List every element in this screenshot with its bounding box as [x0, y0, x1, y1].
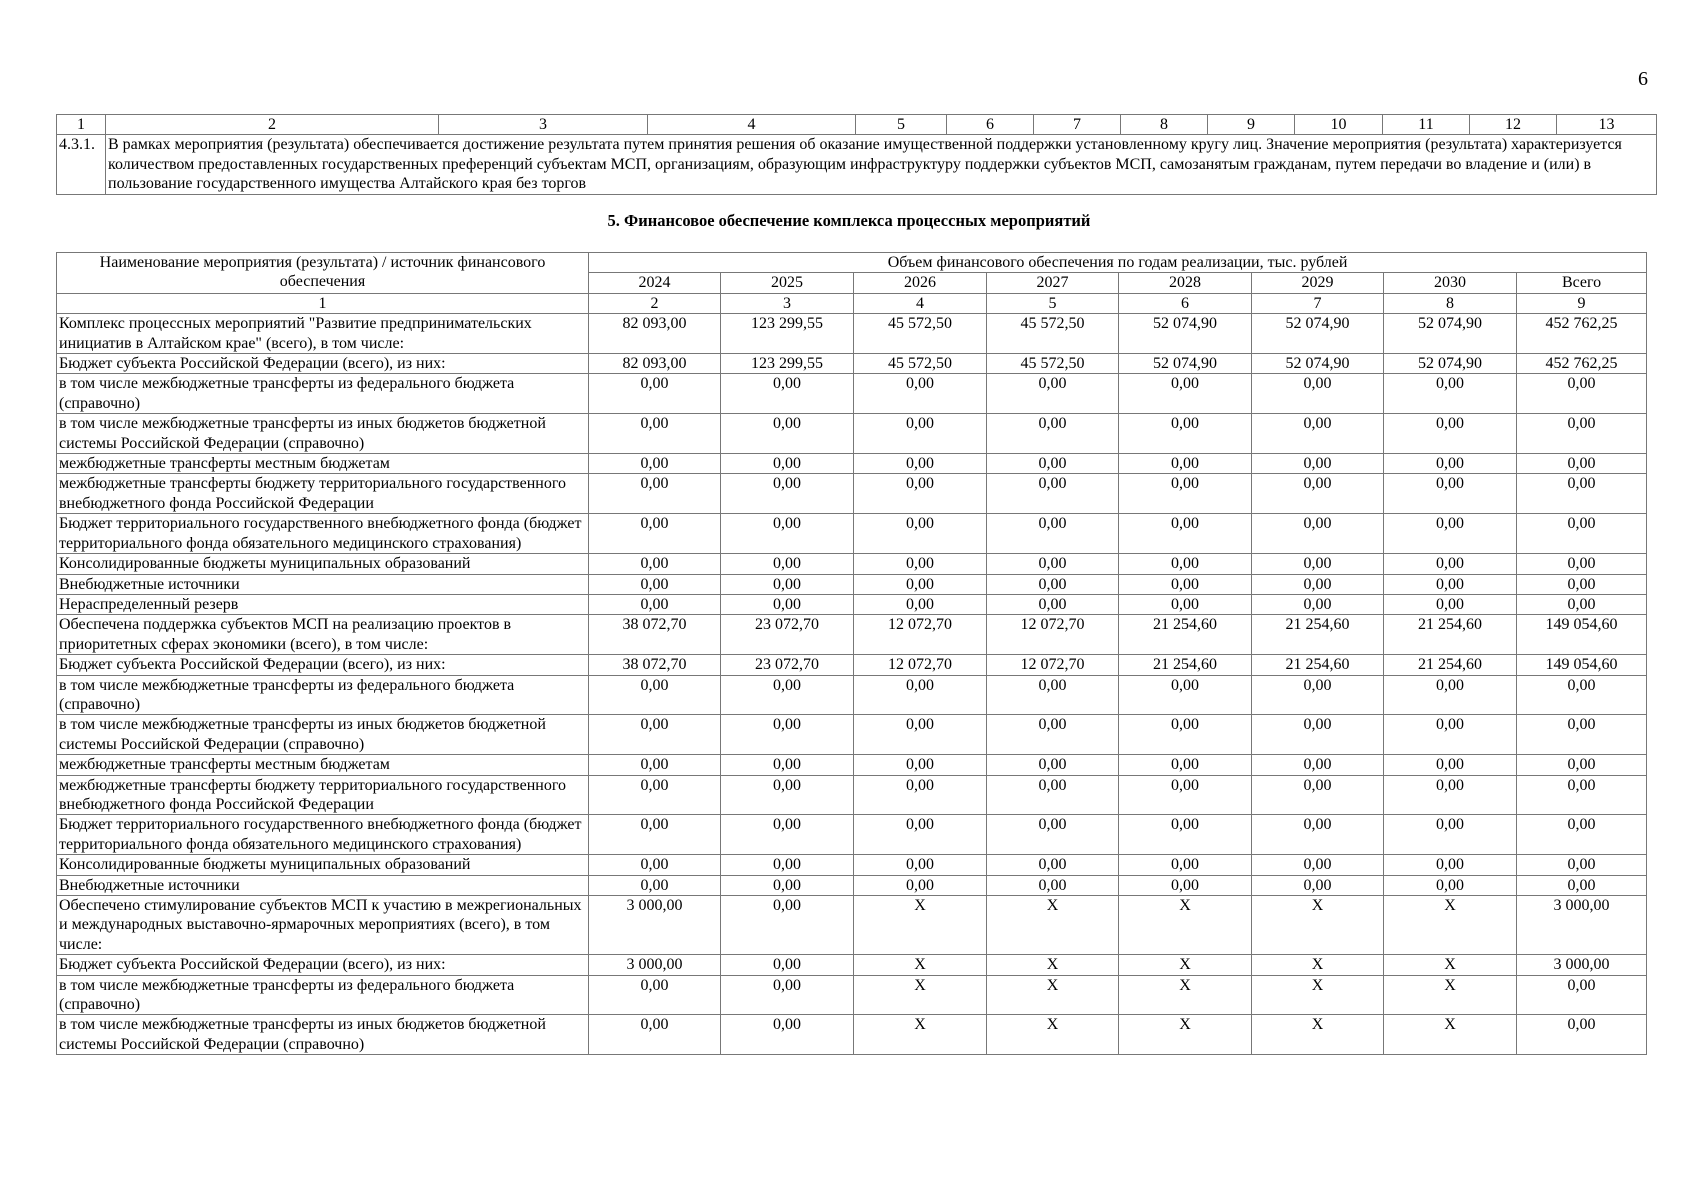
row-value: 0,00: [854, 815, 987, 855]
row-value: X: [1252, 955, 1384, 975]
row-value: X: [1252, 975, 1384, 1015]
row-value: 0,00: [589, 574, 721, 594]
col-number: 8: [1121, 115, 1208, 135]
row-name: в том числе межбюджетные трансферты из федерального бюджета (справочно): [57, 374, 589, 414]
row-value: 0,00: [589, 815, 721, 855]
row-value: 12 072,70: [987, 655, 1119, 675]
section-title: 5. Финансовое обеспечение комплекса процессных мероприятий: [607, 211, 1091, 230]
result-description: В рамках мероприятия (результата) обеспечивается достижение результата путем принятия решения об оказание имущественной поддержки установленному кругу лиц. Значение мероприятия (результата) характеризуется количеством предоставленных государственных преференций субъектам МСП, организациям, образующим инфраструктуру поддержки субъектов МСП, самозанятым гражданам, путем передачи во владение и (или) в пользование государственного имущества Алтайского края без торгов: [106, 135, 1657, 194]
col-number: 3: [439, 115, 648, 135]
row-value: 0,00: [987, 514, 1119, 554]
row-value: 0,00: [721, 514, 854, 554]
row-value: 0,00: [1252, 554, 1384, 574]
row-value: 0,00: [1384, 815, 1517, 855]
row-value: 0,00: [987, 715, 1119, 755]
row-value: X: [1252, 1015, 1384, 1055]
row-total: 0,00: [1517, 414, 1647, 454]
row-name: межбюджетные трансферты бюджету территориального государственного внебюджетного фонда Российской Федерации: [57, 474, 589, 514]
row-value: 0,00: [1119, 715, 1252, 755]
row-value: 0,00: [1252, 855, 1384, 875]
row-value: 0,00: [721, 855, 854, 875]
col-number: 1: [57, 293, 589, 313]
row-value: 0,00: [1252, 374, 1384, 414]
row-value: 0,00: [1119, 574, 1252, 594]
row-value: 0,00: [721, 374, 854, 414]
col-number: 8: [1384, 293, 1517, 313]
finance-header-row: [57, 253, 1647, 273]
row-value: 0,00: [1252, 755, 1384, 775]
row-value: 0,00: [1384, 875, 1517, 895]
row-value: 123 299,55: [721, 354, 854, 374]
finance-row: [57, 875, 1647, 895]
row-value: 0,00: [1119, 875, 1252, 895]
row-value: 23 072,70: [721, 655, 854, 675]
col-number: 10: [1295, 115, 1383, 135]
row-total: 452 762,25: [1517, 314, 1647, 354]
row-value: 52 074,90: [1252, 354, 1384, 374]
row-value: 0,00: [1119, 755, 1252, 775]
row-value: X: [854, 1015, 987, 1055]
row-name: в том числе межбюджетные трансферты из федерального бюджета (справочно): [57, 675, 589, 715]
row-value: 0,00: [589, 755, 721, 775]
row-value: 21 254,60: [1252, 655, 1384, 675]
row-value: X: [1119, 1015, 1252, 1055]
row-name: в том числе межбюджетные трансферты из федерального бюджета (справочно): [57, 975, 589, 1015]
row-value: 45 572,50: [854, 314, 987, 354]
row-value: 0,00: [854, 414, 987, 454]
row-value: 0,00: [1252, 875, 1384, 895]
row-value: 0,00: [1252, 574, 1384, 594]
row-value: 45 572,50: [987, 314, 1119, 354]
row-value: 0,00: [854, 715, 987, 755]
finance-row: [57, 755, 1647, 775]
row-total: 0,00: [1517, 755, 1647, 775]
row-value: 0,00: [987, 454, 1119, 474]
row-value: 0,00: [1252, 414, 1384, 454]
row-value: 21 254,60: [1384, 655, 1517, 675]
header-volume: Объем финансового обеспечения по годам реализации, тыс. рублей: [589, 253, 1647, 273]
row-value: X: [1119, 955, 1252, 975]
row-name: Комплекс процессных мероприятий "Развитие предпринимательских инициатив в Алтайском крае" (всего), в том числе:: [57, 314, 589, 354]
row-value: X: [1384, 975, 1517, 1015]
row-name: Обеспечена поддержка субъектов МСП на реализацию проектов в приоритетных сферах экономики (всего), в том числе:: [57, 615, 589, 655]
finance-row: [57, 655, 1647, 675]
row-value: X: [987, 896, 1119, 955]
row-value: 0,00: [987, 474, 1119, 514]
row-value: 38 072,70: [589, 615, 721, 655]
row-value: 21 254,60: [1119, 615, 1252, 655]
row-value: 0,00: [721, 775, 854, 815]
row-value: 0,00: [1252, 815, 1384, 855]
row-name: Бюджет территориального государственного внебюджетного фонда (бюджет территориального фонда обязательного медицинского страхования): [57, 514, 589, 554]
col-number: 6: [1119, 293, 1252, 313]
row-name: Бюджет субъекта Российской Федерации (всего), из них:: [57, 354, 589, 374]
row-value: 52 074,90: [1384, 314, 1517, 354]
finance-row: [57, 514, 1647, 554]
row-name: Бюджет субъекта Российской Федерации (всего), из них:: [57, 655, 589, 675]
row-total: 0,00: [1517, 1015, 1647, 1055]
row-name: Обеспечено стимулирование субъектов МСП к участию в межрегиональных и международных выставочно-ярмарочных мероприятиях (всего), в том числе:: [57, 896, 589, 955]
row-value: 0,00: [854, 574, 987, 594]
row-value: 0,00: [1119, 554, 1252, 574]
header-year: 2029: [1252, 273, 1384, 293]
row-value: 0,00: [1384, 675, 1517, 715]
row-value: 0,00: [1119, 815, 1252, 855]
row-total: 0,00: [1517, 594, 1647, 614]
col-number: 13: [1557, 115, 1657, 135]
row-value: 123 299,55: [721, 314, 854, 354]
row-total: 0,00: [1517, 474, 1647, 514]
row-value: 52 074,90: [1119, 354, 1252, 374]
row-value: 0,00: [1119, 594, 1252, 614]
row-value: 0,00: [1119, 474, 1252, 514]
row-value: 0,00: [1384, 514, 1517, 554]
row-value: X: [1119, 896, 1252, 955]
row-value: 52 074,90: [1384, 354, 1517, 374]
row-value: 0,00: [987, 855, 1119, 875]
row-value: 0,00: [854, 374, 987, 414]
row-name: в том числе межбюджетные трансферты из иных бюджетов бюджетной системы Российской Федерации (справочно): [57, 1015, 589, 1055]
row-value: 0,00: [721, 474, 854, 514]
result-number: 4.3.1.: [57, 135, 106, 194]
header-year: 2028: [1119, 273, 1252, 293]
row-value: 0,00: [721, 414, 854, 454]
header-year: 2026: [854, 273, 987, 293]
row-value: 0,00: [1252, 454, 1384, 474]
finance-row: [57, 554, 1647, 574]
row-value: 0,00: [987, 554, 1119, 574]
row-value: 0,00: [1119, 374, 1252, 414]
finance-row: [57, 896, 1647, 955]
row-value: 0,00: [589, 414, 721, 454]
row-value: 0,00: [854, 775, 987, 815]
row-value: 0,00: [1384, 574, 1517, 594]
row-value: 0,00: [721, 675, 854, 715]
row-value: X: [987, 975, 1119, 1015]
row-name: Внебюджетные источники: [57, 875, 589, 895]
row-value: 0,00: [589, 855, 721, 875]
row-value: 0,00: [1384, 715, 1517, 755]
row-value: 0,00: [721, 454, 854, 474]
row-value: 0,00: [1384, 374, 1517, 414]
col-number: 9: [1517, 293, 1647, 313]
row-value: 38 072,70: [589, 655, 721, 675]
row-value: 0,00: [987, 594, 1119, 614]
finance-row: [57, 414, 1647, 454]
row-value: 3 000,00: [589, 896, 721, 955]
row-value: 0,00: [1384, 775, 1517, 815]
row-value: 0,00: [589, 775, 721, 815]
row-value: 0,00: [1252, 514, 1384, 554]
row-name: Нераспределенный резерв: [57, 594, 589, 614]
row-value: 0,00: [721, 574, 854, 594]
row-value: 0,00: [589, 875, 721, 895]
row-value: 0,00: [721, 815, 854, 855]
row-value: 0,00: [854, 454, 987, 474]
row-total: 149 054,60: [1517, 615, 1647, 655]
col-number: 12: [1470, 115, 1557, 135]
row-value: 0,00: [721, 1015, 854, 1055]
col-number: 3: [721, 293, 854, 313]
row-value: 0,00: [1384, 755, 1517, 775]
finance-row: [57, 815, 1647, 855]
finance-row: [57, 955, 1647, 975]
row-value: 0,00: [854, 554, 987, 574]
row-name: Консолидированные бюджеты муниципальных образований: [57, 855, 589, 875]
row-value: 0,00: [987, 374, 1119, 414]
row-value: 0,00: [589, 715, 721, 755]
row-value: 0,00: [589, 975, 721, 1015]
row-value: 0,00: [589, 474, 721, 514]
row-total: 0,00: [1517, 374, 1647, 414]
row-value: 21 254,60: [1252, 615, 1384, 655]
row-total: 0,00: [1517, 815, 1647, 855]
header-year: 2027: [987, 273, 1119, 293]
row-total: 0,00: [1517, 454, 1647, 474]
row-value: 0,00: [721, 554, 854, 574]
row-value: 0,00: [1119, 775, 1252, 815]
row-value: 52 074,90: [1252, 314, 1384, 354]
row-total: 0,00: [1517, 675, 1647, 715]
row-value: 0,00: [1119, 414, 1252, 454]
col-number: 4: [648, 115, 856, 135]
row-value: 21 254,60: [1384, 615, 1517, 655]
row-value: 0,00: [987, 815, 1119, 855]
row-value: 0,00: [721, 896, 854, 955]
row-value: 0,00: [854, 755, 987, 775]
row-value: 0,00: [589, 1015, 721, 1055]
row-name: Консолидированные бюджеты муниципальных образований: [57, 554, 589, 574]
row-value: 0,00: [854, 474, 987, 514]
col-number: 11: [1383, 115, 1470, 135]
row-value: X: [854, 955, 987, 975]
finance-row: [57, 374, 1647, 414]
finance-row: [57, 855, 1647, 875]
row-value: X: [1384, 896, 1517, 955]
row-value: 0,00: [987, 414, 1119, 454]
row-value: 21 254,60: [1119, 655, 1252, 675]
finance-colnum-row: [57, 293, 1647, 313]
row-value: 0,00: [1119, 454, 1252, 474]
row-value: 0,00: [1252, 594, 1384, 614]
row-total: 3 000,00: [1517, 896, 1647, 955]
row-value: 45 572,50: [987, 354, 1119, 374]
row-value: 0,00: [987, 875, 1119, 895]
row-name: межбюджетные трансферты местным бюджетам: [57, 755, 589, 775]
row-value: 0,00: [721, 975, 854, 1015]
header-year: 2024: [589, 273, 721, 293]
row-value: 0,00: [1384, 454, 1517, 474]
row-value: 12 072,70: [854, 615, 987, 655]
row-value: 0,00: [854, 675, 987, 715]
col-number: 5: [987, 293, 1119, 313]
row-value: X: [987, 1015, 1119, 1055]
row-value: 0,00: [589, 454, 721, 474]
row-total: 0,00: [1517, 715, 1647, 755]
row-value: 0,00: [1384, 474, 1517, 514]
row-value: 82 093,00: [589, 354, 721, 374]
row-total: 0,00: [1517, 775, 1647, 815]
finance-row: [57, 1015, 1647, 1055]
results-row: [57, 135, 1657, 194]
row-value: 0,00: [721, 594, 854, 614]
row-total: 3 000,00: [1517, 955, 1647, 975]
row-value: 0,00: [589, 374, 721, 414]
row-total: 0,00: [1517, 975, 1647, 1015]
row-value: 0,00: [1119, 514, 1252, 554]
row-value: 0,00: [987, 574, 1119, 594]
row-value: 0,00: [1119, 675, 1252, 715]
page-number: 6: [1638, 68, 1648, 90]
col-number: 2: [589, 293, 721, 313]
finance-row: [57, 474, 1647, 514]
row-value: X: [1119, 975, 1252, 1015]
col-number: 6: [947, 115, 1034, 135]
row-value: 0,00: [1119, 855, 1252, 875]
row-value: 0,00: [854, 875, 987, 895]
header-year: 2025: [721, 273, 854, 293]
row-value: 0,00: [589, 554, 721, 574]
row-total: 0,00: [1517, 574, 1647, 594]
results-header-row: [57, 115, 1657, 135]
row-value: 0,00: [721, 755, 854, 775]
col-number: 7: [1034, 115, 1121, 135]
finance-row: [57, 454, 1647, 474]
row-total: 452 762,25: [1517, 354, 1647, 374]
row-total: 0,00: [1517, 554, 1647, 574]
row-value: 82 093,00: [589, 314, 721, 354]
header-year: 2030: [1384, 273, 1517, 293]
row-value: X: [1384, 955, 1517, 975]
finance-row: [57, 314, 1647, 354]
col-number: 5: [856, 115, 947, 135]
row-name: Бюджет субъекта Российской Федерации (всего), из них:: [57, 955, 589, 975]
row-value: 0,00: [721, 715, 854, 755]
finance-row: [57, 615, 1647, 655]
row-value: 0,00: [1252, 474, 1384, 514]
row-value: 23 072,70: [721, 615, 854, 655]
row-name: в том числе межбюджетные трансферты из иных бюджетов бюджетной системы Российской Федерации (справочно): [57, 715, 589, 755]
finance-row: [57, 574, 1647, 594]
finance-table: [56, 252, 1647, 1055]
row-name: в том числе межбюджетные трансферты из иных бюджетов бюджетной системы Российской Федерации (справочно): [57, 414, 589, 454]
row-name: межбюджетные трансферты бюджету территориального государственного внебюджетного фонда Российской Федерации: [57, 775, 589, 815]
row-total: 0,00: [1517, 855, 1647, 875]
col-number: 2: [106, 115, 439, 135]
row-value: 0,00: [1252, 675, 1384, 715]
row-value: 0,00: [721, 955, 854, 975]
row-value: 0,00: [589, 514, 721, 554]
header-total: Всего: [1517, 273, 1647, 293]
row-value: 0,00: [1384, 855, 1517, 875]
col-number: 1: [57, 115, 106, 135]
finance-row: [57, 354, 1647, 374]
results-table: [56, 114, 1657, 195]
finance-row: [57, 975, 1647, 1015]
finance-row: [57, 675, 1647, 715]
row-value: 0,00: [1252, 775, 1384, 815]
col-number: 7: [1252, 293, 1384, 313]
row-total: 149 054,60: [1517, 655, 1647, 675]
row-value: X: [854, 975, 987, 1015]
row-total: 0,00: [1517, 875, 1647, 895]
row-value: 0,00: [589, 594, 721, 614]
row-value: 52 074,90: [1119, 314, 1252, 354]
col-number: 9: [1208, 115, 1295, 135]
row-total: 0,00: [1517, 514, 1647, 554]
finance-row: [57, 594, 1647, 614]
row-value: 3 000,00: [589, 955, 721, 975]
row-value: 0,00: [854, 514, 987, 554]
row-name: Внебюджетные источники: [57, 574, 589, 594]
row-value: 0,00: [1384, 594, 1517, 614]
row-value: 0,00: [987, 755, 1119, 775]
row-value: 12 072,70: [987, 615, 1119, 655]
row-value: 0,00: [854, 594, 987, 614]
row-name: межбюджетные трансферты местным бюджетам: [57, 454, 589, 474]
col-number: 4: [854, 293, 987, 313]
row-value: 0,00: [1384, 414, 1517, 454]
finance-row: [57, 775, 1647, 815]
row-value: X: [987, 955, 1119, 975]
row-value: X: [1252, 896, 1384, 955]
row-name: Бюджет территориального государственного внебюджетного фонда (бюджет территориального фонда обязательного медицинского страхования): [57, 815, 589, 855]
row-value: 0,00: [987, 775, 1119, 815]
header-name: Наименование мероприятия (результата) / источник финансового обеспечения: [57, 253, 589, 294]
row-value: X: [854, 896, 987, 955]
row-value: 0,00: [721, 875, 854, 895]
row-value: 0,00: [1384, 554, 1517, 574]
row-value: 12 072,70: [854, 655, 987, 675]
row-value: 0,00: [589, 675, 721, 715]
row-value: 0,00: [1252, 715, 1384, 755]
finance-row: [57, 715, 1647, 755]
row-value: X: [1384, 1015, 1517, 1055]
row-value: 0,00: [854, 855, 987, 875]
row-value: 45 572,50: [854, 354, 987, 374]
row-value: 0,00: [987, 675, 1119, 715]
